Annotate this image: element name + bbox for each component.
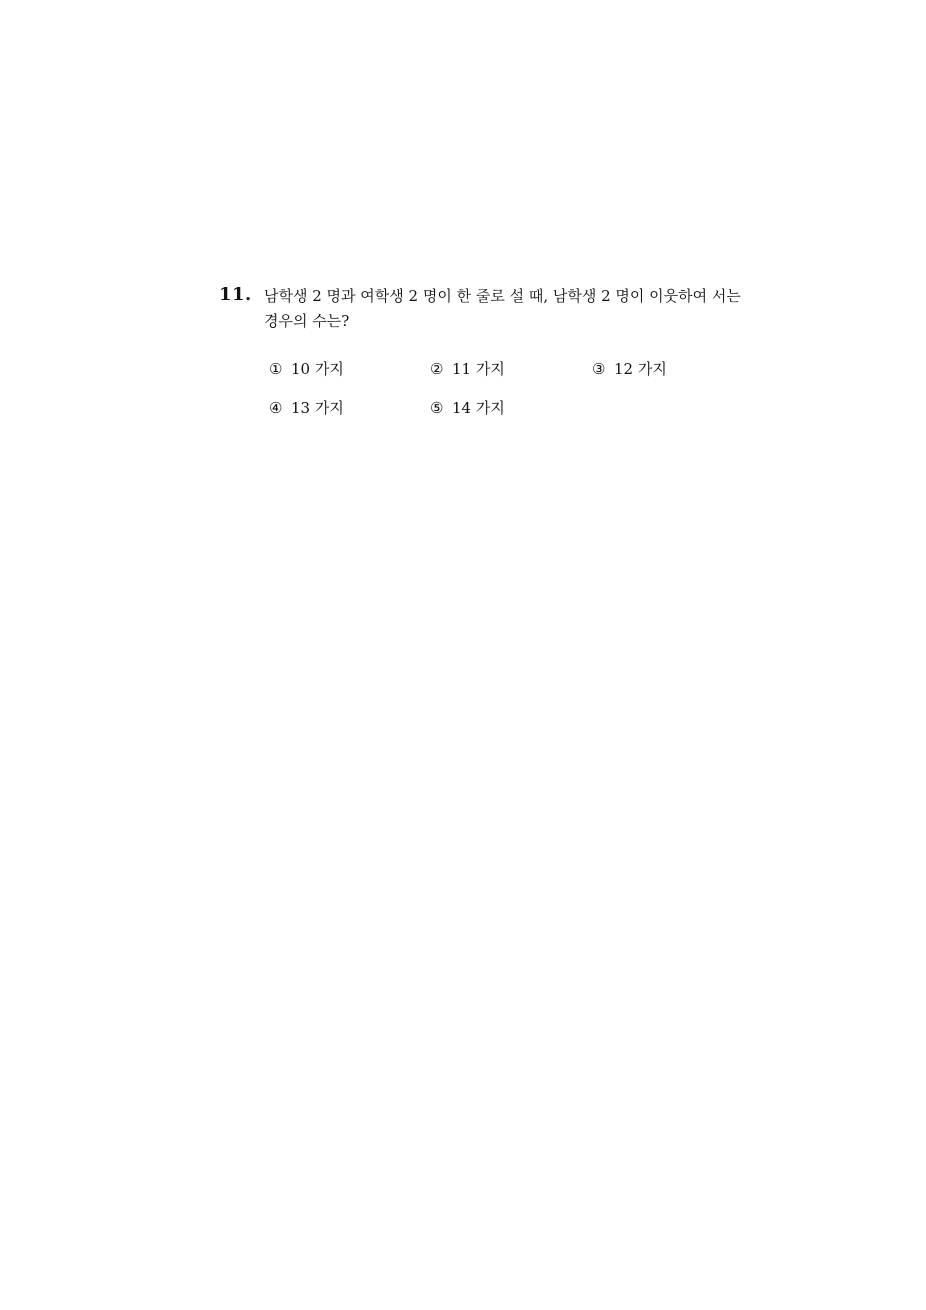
question-text-line-2: 경우의 수는? <box>264 312 350 330</box>
choice-1-mark: ① <box>269 360 283 378</box>
choice-2-text: 11 가지 <box>452 360 505 378</box>
choice-2-mark: ② <box>430 360 444 378</box>
choice-3[interactable] <box>592 359 667 379</box>
choice-1-text: 10 가지 <box>291 360 344 378</box>
choice-2[interactable] <box>430 359 505 379</box>
question-number: 11. <box>219 284 252 305</box>
choice-4-text: 13 가지 <box>291 399 344 417</box>
choice-5-mark: ⑤ <box>430 399 444 417</box>
question-text-line-1: 남학생 2 명과 여학생 2 명이 한 줄로 설 때, 남학생 2 명이 이웃하여 서는 <box>264 287 741 305</box>
choice-3-mark: ③ <box>592 360 606 378</box>
choice-1[interactable] <box>269 359 344 379</box>
choice-5-text: 14 가지 <box>452 399 505 417</box>
choice-3-text: 12 가지 <box>614 360 667 378</box>
choice-4-mark: ④ <box>269 399 283 417</box>
choice-4[interactable] <box>269 398 344 418</box>
answer-choices <box>269 359 749 429</box>
choice-5[interactable] <box>430 398 505 418</box>
question-text <box>264 284 764 334</box>
